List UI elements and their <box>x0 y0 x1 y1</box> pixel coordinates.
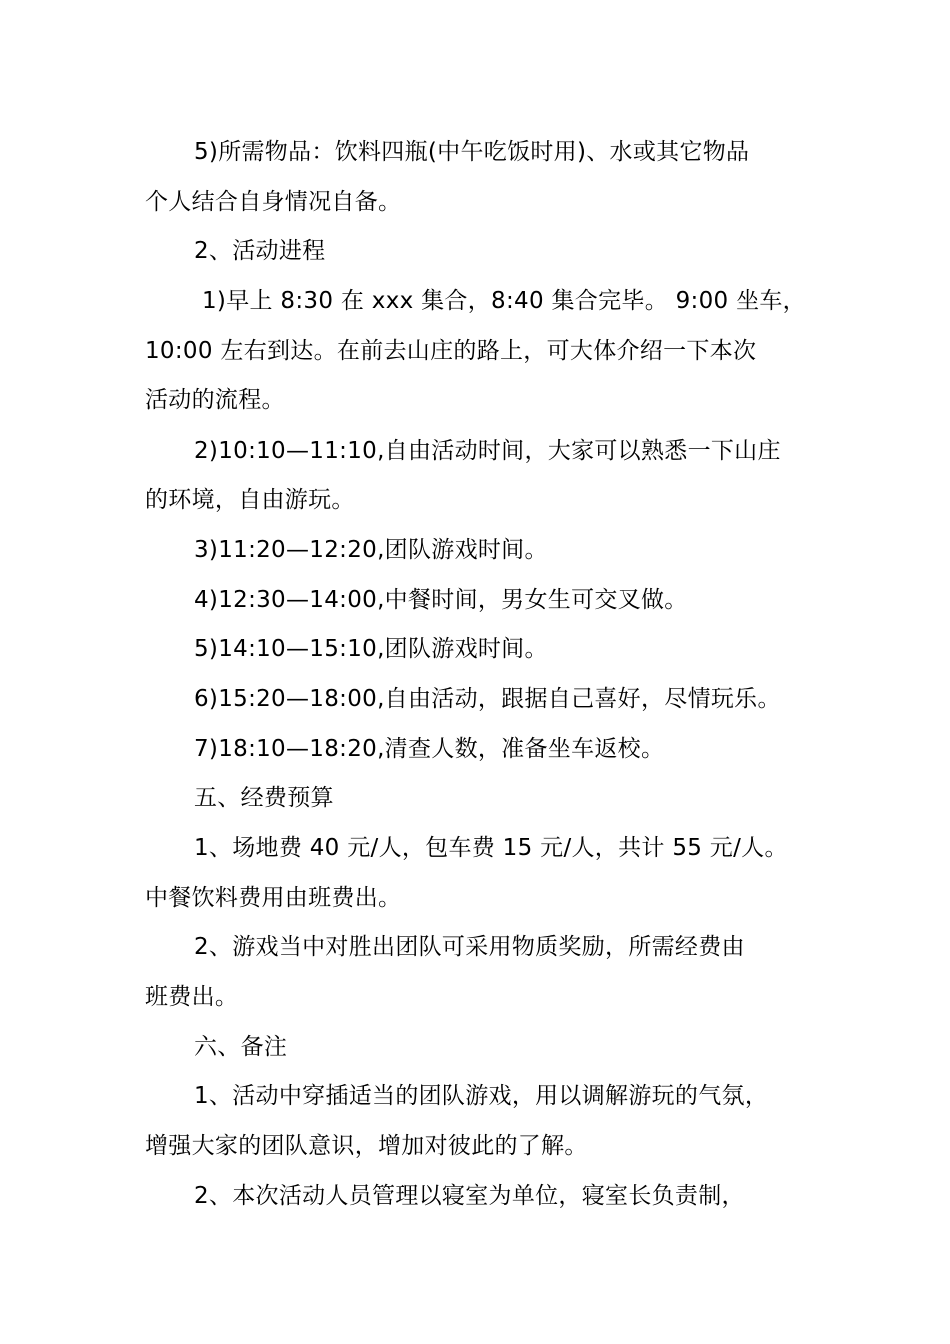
section-heading-notes: 六、备注 <box>194 1034 288 1060</box>
section-heading-budget: 五、经费预算 <box>194 785 334 811</box>
paragraph-line-budget-1-cont: 中餐饮料费用由班费出。 <box>145 885 402 911</box>
paragraph-line-schedule-6: 6)15:20—18:00,自由活动，跟据自己喜好，尽情玩乐。 <box>194 686 781 712</box>
paragraph-line-schedule-2-cont: 的环境，自由游玩。 <box>145 487 355 513</box>
paragraph-line-notes-2: 2、本次活动人员管理以寝室为单位，寝室长负责制， <box>194 1183 745 1209</box>
paragraph-line-schedule-1-end: 活动的流程。 <box>145 387 285 413</box>
paragraph-line-budget-1: 1、场地费 40 元/人，包车费 15 元/人，共计 55 元/人。 <box>194 835 788 861</box>
paragraph-line-supplies-cont: 个人结合自身情况自备。 <box>145 189 402 215</box>
paragraph-line-schedule-2: 2)10:10—11:10,自由活动时间，大家可以熟悉一下山庄 <box>194 438 781 464</box>
paragraph-line-budget-2: 2、游戏当中对胜出团队可采用物质奖励，所需经费由 <box>194 934 745 960</box>
paragraph-line-schedule-4: 4)12:30—14:00,中餐时间，男女生可交叉做。 <box>194 587 688 613</box>
paragraph-line-schedule-1: 1)早上 8:30 在 xxx 集合，8:40 集合完毕。 9:00 坐车， <box>202 288 806 314</box>
section-heading-schedule: 2、活动进程 <box>194 238 326 264</box>
paragraph-line-notes-1: 1、活动中穿插适当的团队游戏，用以调解游玩的气氛， <box>194 1083 769 1109</box>
paragraph-line-schedule-7: 7)18:10—18:20,清查人数，准备坐车返校。 <box>194 736 665 762</box>
paragraph-line-notes-1-cont: 增强大家的团队意识，增加对彼此的了解。 <box>145 1133 588 1159</box>
paragraph-line-schedule-3: 3)11:20—12:20,团队游戏时间。 <box>194 537 548 563</box>
paragraph-line-schedule-1-cont: 10:00 左右到达。在前去山庄的路上，可大体介绍一下本次 <box>145 338 757 364</box>
paragraph-line-supplies: 5)所需物品：饮料四瓶(中午吃饭时用)、水或其它物品 <box>194 139 750 165</box>
paragraph-line-budget-2-cont: 班费出。 <box>145 984 239 1010</box>
paragraph-line-schedule-5: 5)14:10—15:10,团队游戏时间。 <box>194 636 548 662</box>
